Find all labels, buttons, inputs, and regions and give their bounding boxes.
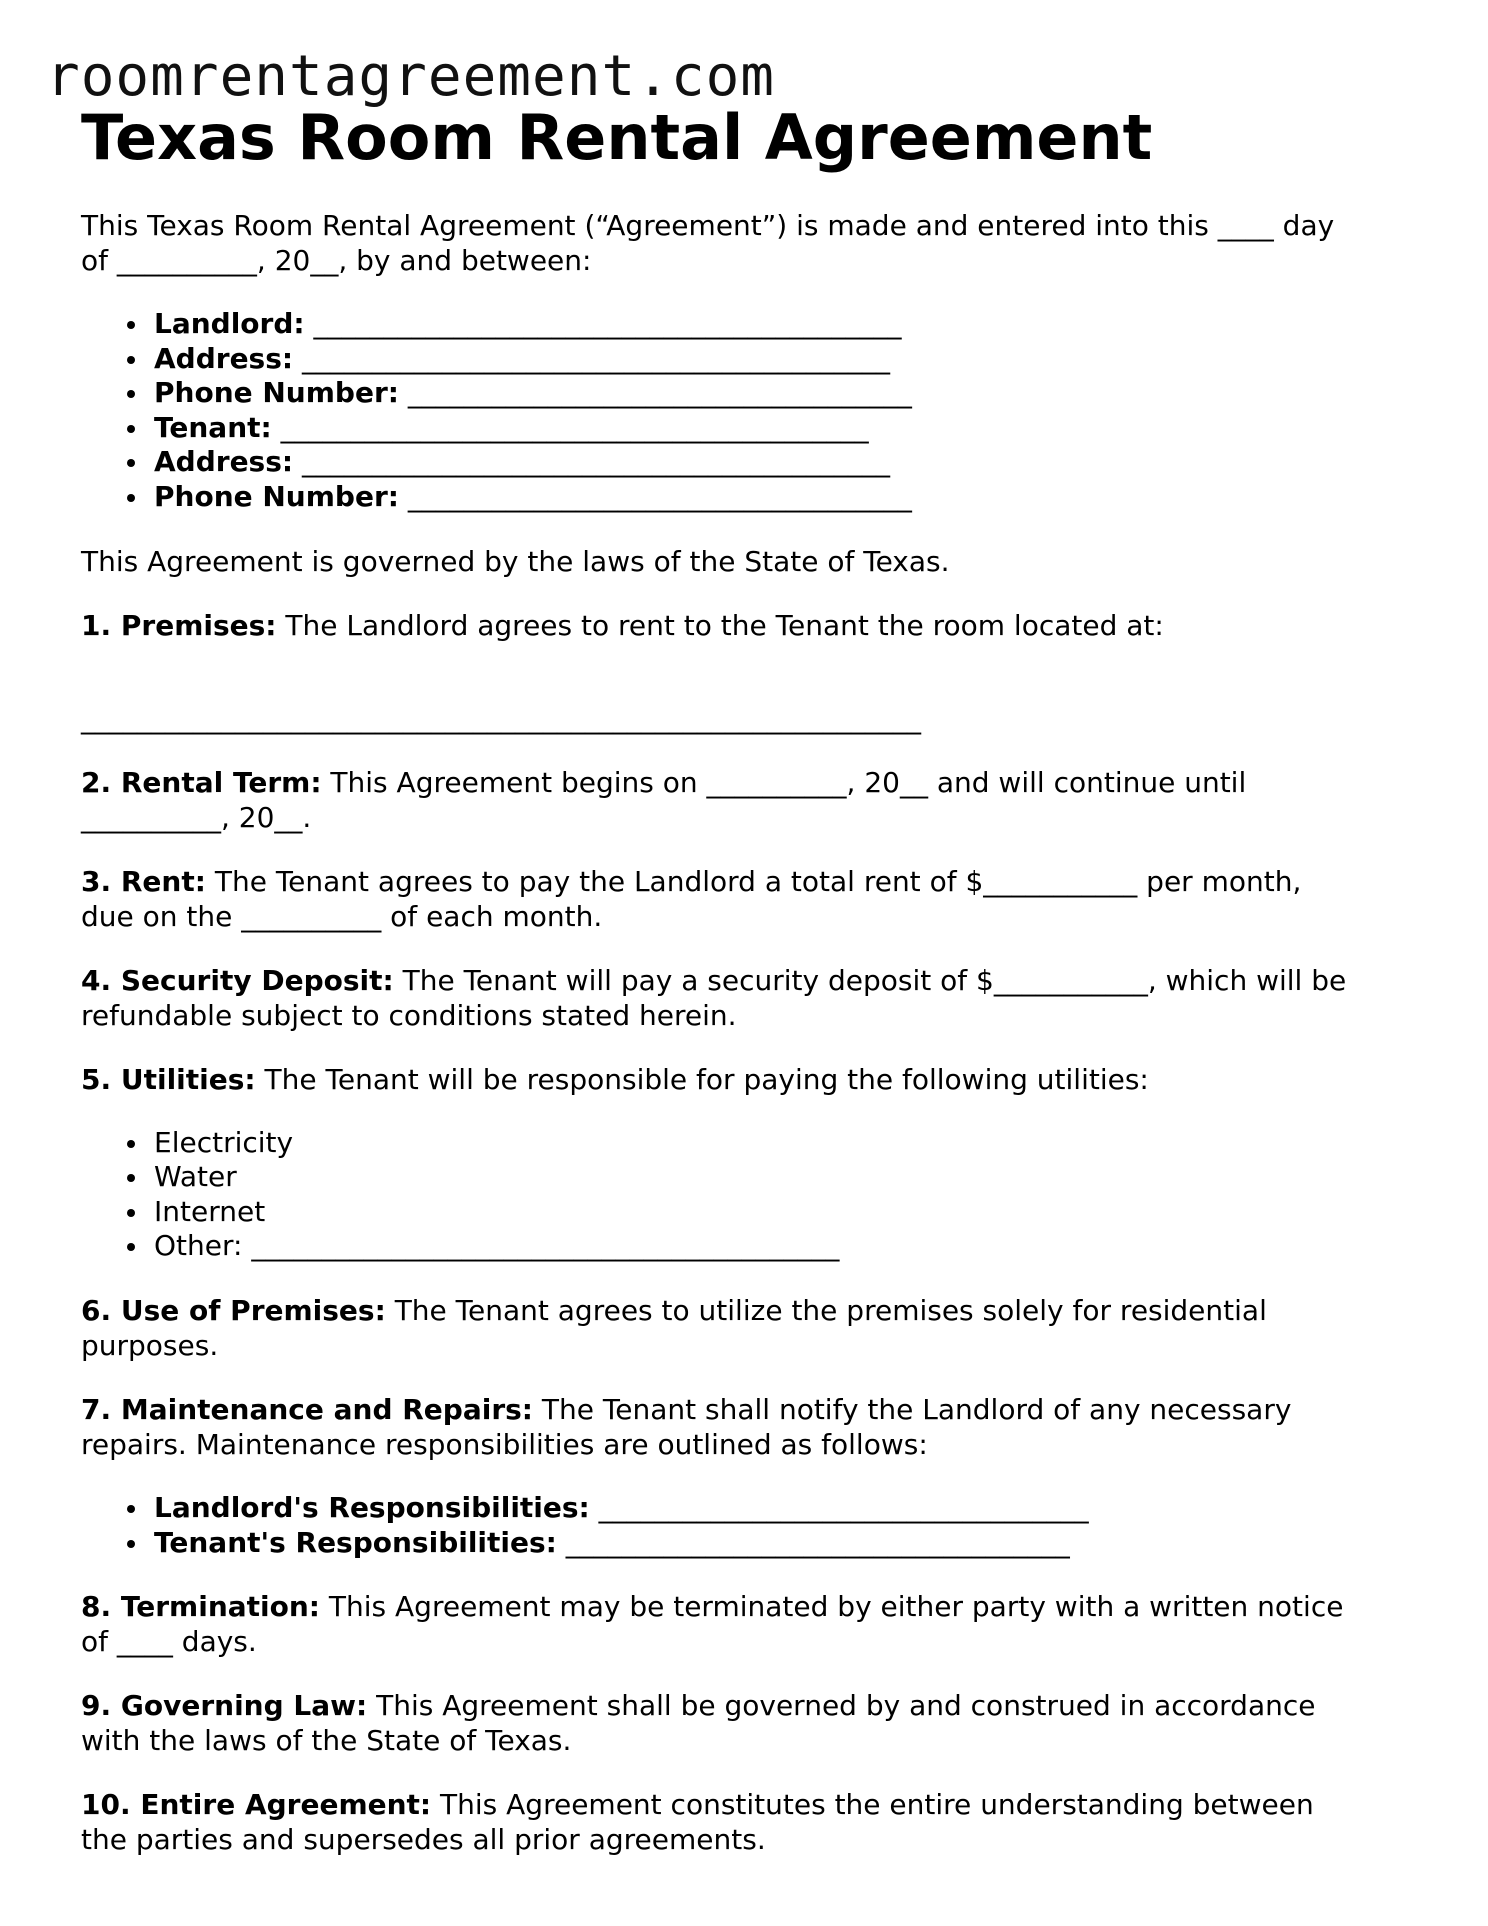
utility-label: Water [154,1160,237,1194]
section-heading: 7. Maintenance and Repairs: [81,1392,534,1426]
party-field-tenant-phone[interactable] [154,480,1421,515]
section-heading: 10. Entire Agreement: [81,1788,432,1822]
section-heading: 4. Security Deposit: [81,963,394,997]
section-text: The Tenant agrees to pay the Landlord a total rent of $___________ per month, [205,864,1302,898]
field-blank[interactable]: __________________________________________ [271,410,869,444]
field-label: Address: [154,341,294,375]
section-text: The Tenant will pay a security deposit of $___________, which will be [393,963,1347,997]
field-blank[interactable]: ____________________________________ [556,1525,1070,1559]
section-line-2: __________, 20__. [81,800,312,834]
section-security-deposit [81,963,1421,1033]
section-line-1 [81,1392,1421,1427]
field-blank[interactable]: ____________________________________ [398,376,912,410]
section-line-2: of ____ days. [81,1625,257,1659]
section-rent [81,864,1421,934]
party-field-landlord-phone[interactable] [154,376,1421,411]
responsibility-tenant[interactable] [154,1526,1421,1561]
section-heading: 9. Governing Law: [81,1689,368,1723]
intro-paragraph [81,208,1421,278]
utility-item-water [154,1160,1421,1195]
section-utilities [81,1062,1421,1097]
utility-item-electricity [154,1126,1421,1161]
utility-item-internet [154,1195,1421,1230]
section-heading: 3. Rent: [81,864,206,898]
intro-line-1: This Texas Room Rental Agreement (“Agreement”) is made and entered into this ____ day [81,209,1335,242]
agreement-document [81,98,1421,1886]
field-blank[interactable]: ___________________________________ [589,1490,1089,1524]
section-line-2: the parties and supersedes all prior agreements. [81,1823,766,1857]
section-governing-law [81,1688,1421,1758]
section-entire-agreement [81,1787,1421,1857]
section-line-1 [81,864,1421,899]
section-text: This Agreement begins on __________, 20__ and will continue until [321,765,1247,799]
section-line-1 [81,1589,1421,1624]
section-text: The Tenant agrees to utilize the premises solely for residential [385,1293,1267,1327]
section-line-2: due on the __________ of each month. [81,899,603,933]
party-field-landlord-address[interactable] [154,342,1421,377]
party-field-tenant-address[interactable] [154,445,1421,480]
parties-list [81,307,1421,515]
section-use-of-premises [81,1293,1421,1363]
document-title: Texas Room Rental Agreement [81,101,1153,174]
field-label: Tenant: [154,410,272,444]
utility-label[interactable]: Other: __________________________________________ [154,1229,840,1263]
section-line-1 [81,963,1421,998]
field-label: Landlord: [154,307,305,340]
party-field-tenant[interactable] [154,411,1421,446]
utility-label: Electricity [154,1125,294,1159]
section-line-2: purposes. [81,1328,219,1362]
responsibility-landlord[interactable] [154,1491,1421,1526]
spacer [81,672,1421,701]
section-heading: 6. Use of Premises: [81,1293,386,1327]
field-label: Phone Number: [154,376,399,410]
field-blank[interactable]: __________________________________________ [293,341,890,375]
section-premises [81,608,1421,643]
section-line-2: refundable subject to conditions stated herein. [81,998,737,1032]
section-heading: 8. Termination: [81,1590,320,1624]
section-text: This Agreement may be terminated by either party with a written notice [320,1590,1344,1624]
site-watermark: roomrentagreement.com [46,44,776,109]
party-field-landlord[interactable] [154,307,1421,342]
section-heading: 2. Rental Term: [81,765,322,799]
intro-line-2: of __________, 20__, by and between: [81,244,592,277]
section-rental-term [81,765,1421,835]
premises-address-blank[interactable]: ____________________________________________________________ [81,701,921,735]
responsibilities-list [81,1491,1421,1560]
field-label: Landlord's Responsibilities: [154,1490,590,1524]
section-termination [81,1589,1421,1659]
section-line-1 [81,1688,1421,1723]
utility-label: Internet [154,1194,266,1228]
section-text: The Tenant will be responsible for paying the following utilities: [255,1062,1149,1096]
utility-item-other[interactable] [154,1229,1421,1264]
section-line-1 [81,1787,1421,1822]
section-text: This Agreement constitutes the entire understanding between [431,1788,1314,1822]
field-label: Tenant's Responsibilities: [154,1525,557,1559]
section-text: The Tenant shall notify the Landlord of any necessary [533,1392,1292,1426]
section-heading: 1. Premises: [81,608,277,642]
utilities-list [81,1126,1421,1264]
field-blank[interactable]: __________________________________________ [304,307,902,340]
field-label: Address: [154,445,294,479]
section-maintenance [81,1392,1421,1462]
field-blank[interactable]: __________________________________________ [293,445,890,479]
field-label: Phone Number: [154,479,399,513]
section-line-2: repairs. Maintenance responsibilities are outlined as follows: [81,1427,928,1461]
field-blank[interactable]: ____________________________________ [398,479,912,513]
section-line-2: with the laws of the State of Texas. [81,1724,572,1758]
section-text: This Agreement shall be governed by and construed in accordance [367,1689,1316,1723]
section-heading: 5. Utilities: [81,1062,256,1096]
section-line-1 [81,765,1421,800]
section-text: The Landlord agrees to rent to the Tenant the room located at: [276,608,1164,642]
section-line-1 [81,1293,1421,1328]
governed-statement: This Agreement is governed by the laws of the State of Texas. [81,544,950,578]
